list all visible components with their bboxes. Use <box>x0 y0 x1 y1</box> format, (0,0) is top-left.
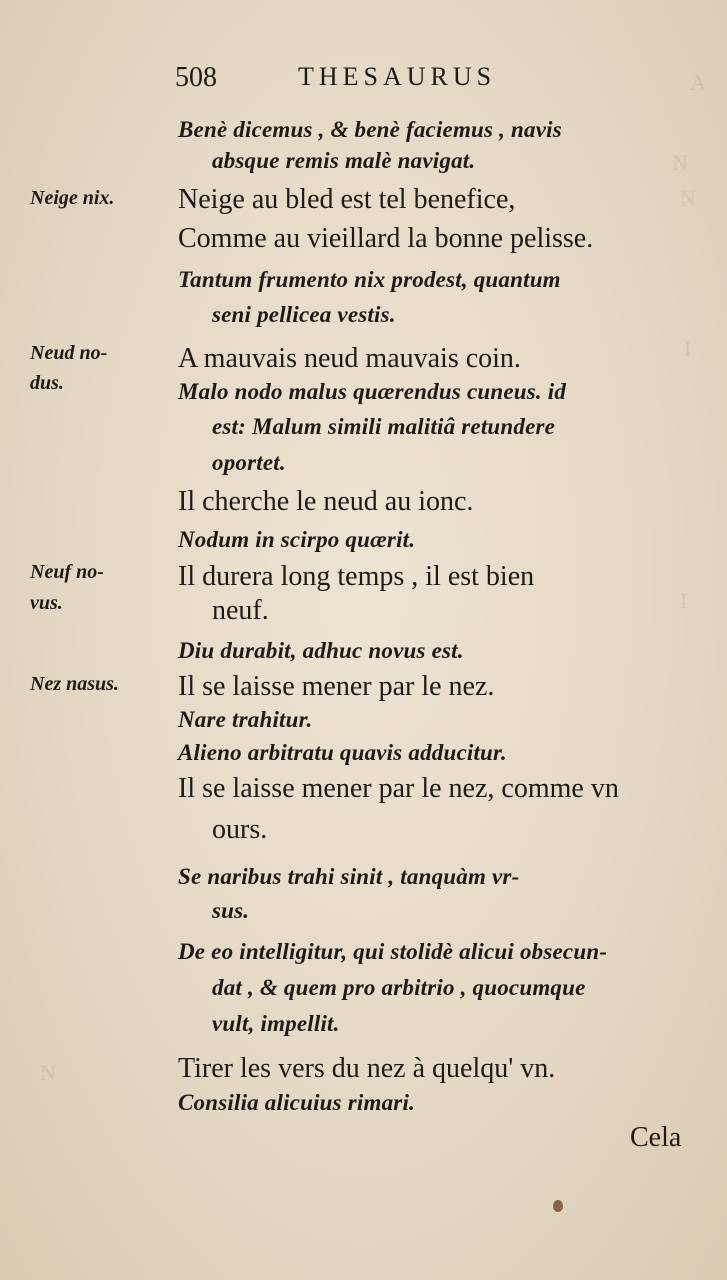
text-line: Il durera long temps , il est bien <box>178 561 535 592</box>
text-line: Alieno arbitratu quavis adducitur. <box>178 740 507 765</box>
text-line: seni pellicea vestis. <box>212 302 396 327</box>
margin-heading: Neuf no- <box>30 561 104 583</box>
text-line: oportet. <box>212 450 286 475</box>
margin-heading: Neige nix. <box>30 187 115 209</box>
book-page: A N N I I N 508 THESAURUS Benè dicemus , & benè faciemus , navis absque remis malè navigat. Neige nix. Neige au bled est tel benefice, Comme au vieillard la bonne pelisse. Tantum frumento nix prodest, quantum seni pellicea vestis. Neud no- dus. A mauvais neud mauvais coin. Malo nodo malus quærendus cuneus. id est: Malum simili malitiâ retundere oportet. Il cherche le neud au ionc. Nodum in scirpo quærit. Neuf no- vus. Il durera long temps , il est bien neuf. Diu durabit, adhuc novus est. Nez nasus. Il se laisse mener par le nez. Nare trahitur. Alieno arbitratu quavis adducitur. Il se laisse mener par le nez, comme vn ours. Se naribus trahi sinit , tanquàm vr- sus. De eo intelligitur, qui stolidè alicui obsecun- dat , & quem pro arbitrio , quocumque vult, impellit. Tirer les vers du nez à quelqu' vn. Consilia alicuius rimari. Cela <box>0 0 727 1280</box>
text-line: Nare trahitur. <box>178 707 313 732</box>
text-line: dat , & quem pro arbitrio , quocumque <box>212 975 586 1000</box>
text-line: est: Malum simili malitiâ retundere <box>212 414 556 439</box>
page-number: 508 <box>175 62 217 93</box>
text-line: ours. <box>212 814 268 845</box>
catchword: Cela <box>630 1122 682 1153</box>
text-line: Benè dicemus , & benè faciemus , navis <box>178 117 562 142</box>
text-line: sus. <box>212 898 250 923</box>
text-line: Tantum frumento nix prodest, quantum <box>178 267 561 292</box>
text-line: Diu durabit, adhuc novus est. <box>178 638 464 663</box>
text-line: Se naribus trahi sinit , tanquàm vr- <box>178 864 520 889</box>
text-line: Il se laisse mener par le nez. <box>178 671 495 702</box>
margin-heading: Nez nasus. <box>30 673 119 695</box>
text-line: absque remis malè navigat. <box>212 148 476 173</box>
text-line: Neige au bled est tel benefice, <box>178 184 516 215</box>
text-line: Comme au vieillard la bonne pelisse. <box>178 223 594 254</box>
text-line: Consilia alicuius rimari. <box>178 1090 415 1115</box>
text-line: A mauvais neud mauvais coin. <box>178 343 521 374</box>
text-line: Nodum in scirpo quærit. <box>178 527 416 552</box>
text-line: Tirer les vers du nez à quelqu' vn. <box>178 1053 556 1084</box>
margin-heading: Neud no- <box>30 342 108 364</box>
text-line: Il cherche le neud au ionc. <box>178 486 474 517</box>
text-line: neuf. <box>212 595 269 626</box>
text-line: De eo intelligitur, qui stolidè alicui obsecun- <box>178 939 608 964</box>
ink-stain <box>553 1200 563 1212</box>
margin-heading: vus. <box>30 592 63 614</box>
text-line: Malo nodo malus quærendus cuneus. id <box>178 379 567 404</box>
running-title: THESAURUS <box>298 62 497 91</box>
text-line: Il se laisse mener par le nez, comme vn <box>178 773 619 804</box>
text-line: vult, impellit. <box>212 1011 340 1036</box>
margin-heading: dus. <box>30 372 64 394</box>
